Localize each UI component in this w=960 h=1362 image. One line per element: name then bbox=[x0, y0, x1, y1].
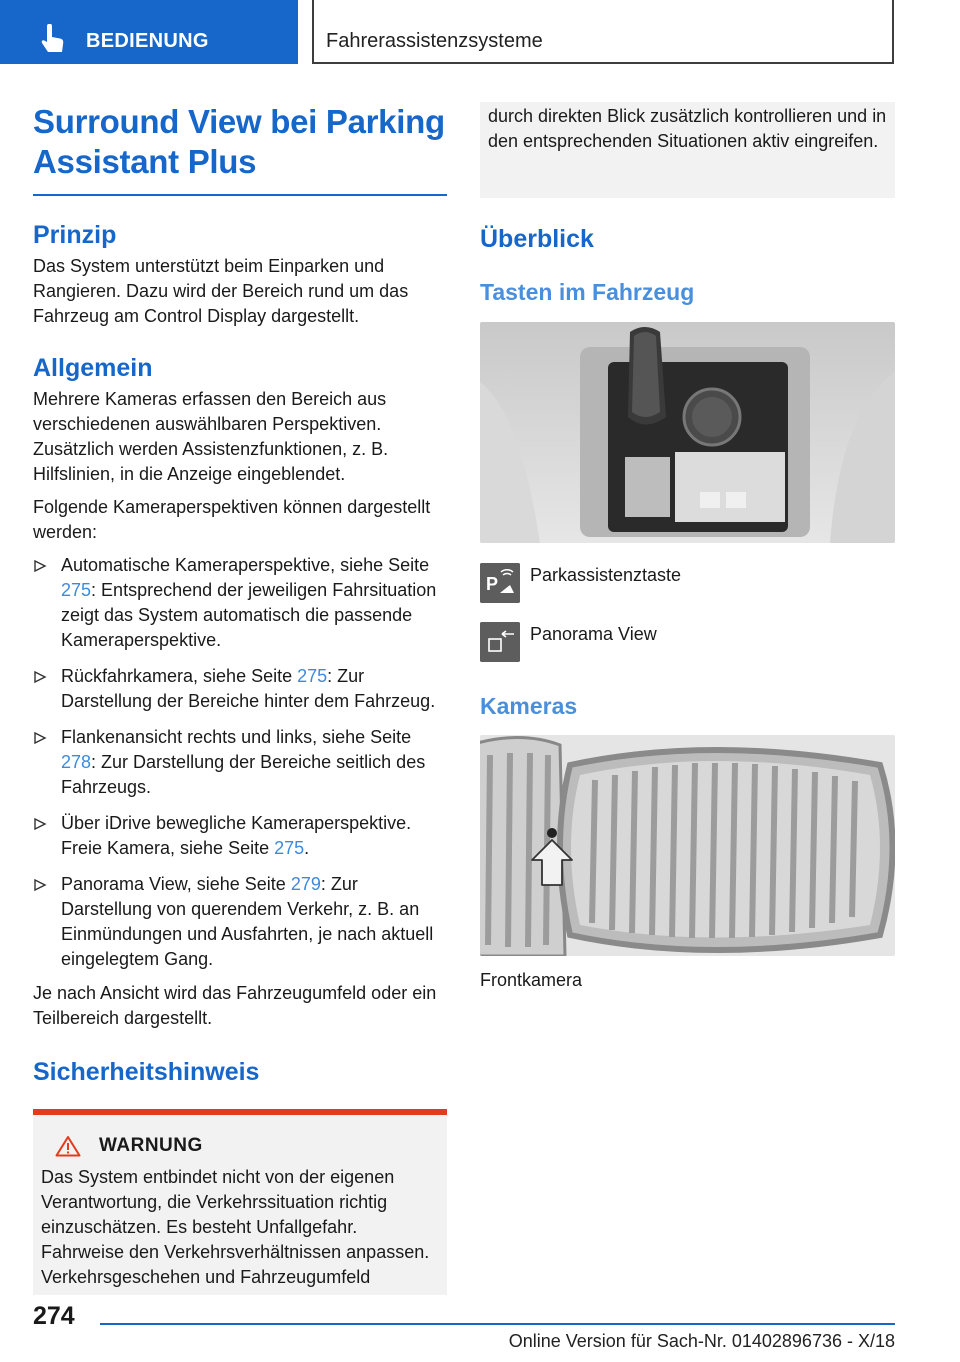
page-link[interactable]: 275 bbox=[61, 579, 92, 600]
page-number: 274 bbox=[33, 1302, 75, 1330]
list-item: Panorama View, siehe Seite 279: Zur Darstellung von querendem Verkehr, z. B. an Einmündungen und Ausfahrten, je nach aktuell eingelegtem Gang. bbox=[33, 872, 447, 972]
allgemein-text-1: Mehrere Kameras erfassen den Bereich aus verschiedenen auswählbaren Perspektiven. Zusätzlich werden Assistenzfunktionen, z. B. Hilfslinien, in die Anzeige eingeblendet. bbox=[33, 388, 389, 484]
heading-kameras: Kameras bbox=[480, 693, 578, 719]
heading-sicherheitshinweis: Sicherheitshinweis bbox=[33, 1057, 260, 1086]
hand-pointer-icon bbox=[40, 24, 66, 54]
panorama-view-button-icon[interactable] bbox=[480, 622, 520, 662]
right-column bbox=[480, 102, 895, 993]
warning-continuation bbox=[480, 102, 895, 198]
page-link[interactable]: 275 bbox=[297, 665, 328, 686]
section-label: Fahrerassistenzsysteme bbox=[326, 30, 543, 52]
page-title: Surround View bei Parking Assistant Plus bbox=[33, 103, 445, 180]
warning-header bbox=[55, 1135, 439, 1157]
button-label-parking: Parkassistenztaste bbox=[530, 565, 682, 585]
chapter-label: BEDIENUNG bbox=[86, 30, 209, 52]
list-item: Flankenansicht rechts und links, siehe Seite 278: Zur Darstellung der Bereiche seitlich des Fahrzeugs. bbox=[33, 725, 447, 800]
console-buttons-image bbox=[480, 322, 895, 543]
allgemein-text-2: Folgende Kameraperspektiven können dargestellt werden: bbox=[33, 496, 431, 542]
console-illustration bbox=[480, 322, 895, 543]
front-camera-image bbox=[480, 735, 895, 956]
svg-text:P: P bbox=[486, 574, 499, 594]
warning-triangle-icon bbox=[55, 1135, 81, 1157]
footer-online-version: Online Version für Sach-Nr. 01402896736 - X/18 bbox=[508, 1331, 895, 1351]
page-link[interactable]: 279 bbox=[290, 873, 321, 894]
warning-text: Das System entbindet nicht von der eigenen Verantwortung, die Verkehrssituation richtig einzuschätzen. Es besteht Unfallgefahr. Fahrweise den Verkehrsverhältnissen anpassen. Verkehrsgeschehen und Fahrzeugumfeld bbox=[41, 1166, 430, 1287]
button-label-panorama: Panorama View bbox=[530, 624, 657, 644]
camera-caption: Frontkamera bbox=[480, 970, 583, 990]
list-item: Automatische Kameraperspektive, siehe Seite 275: Entsprechend der jeweiligen Fahrsituation zeigt das System automatisch die passende Kameraperspektive. bbox=[33, 553, 447, 653]
title-rule bbox=[33, 194, 447, 196]
chapter-tab[interactable] bbox=[0, 0, 298, 64]
warning-box bbox=[33, 1109, 447, 1295]
heading-ueberblick: Überblick bbox=[480, 225, 594, 253]
heading-tasten: Tasten im Fahrzeug bbox=[480, 279, 695, 305]
section-header bbox=[312, 0, 894, 64]
warning-label: WARNUNG bbox=[99, 1134, 203, 1156]
left-column bbox=[33, 102, 447, 1295]
footer-rule bbox=[100, 1323, 895, 1325]
parking-assistant-button-icon[interactable] bbox=[480, 563, 520, 603]
triangle-bullet-icon bbox=[33, 670, 47, 684]
prinzip-text: Das System unterstützt beim Einparken und Rangieren. Dazu wird der Bereich rund um das Fahrzeug am Control Display dargestellt. bbox=[33, 255, 409, 326]
triangle-bullet-icon bbox=[33, 731, 47, 745]
triangle-bullet-icon bbox=[33, 817, 47, 831]
triangle-bullet-icon bbox=[33, 878, 47, 892]
warning-continuation-text: durch direkten Blick zusätzlich kontrollieren und in den entsprechenden Situationen aktiv eingreifen. bbox=[488, 106, 887, 151]
grille-illustration bbox=[480, 735, 895, 956]
perspective-list bbox=[33, 553, 447, 972]
button-row-panorama bbox=[480, 622, 895, 662]
heading-allgemein: Allgemein bbox=[33, 353, 153, 382]
page-link[interactable]: 278 bbox=[61, 751, 92, 772]
list-item: Über iDrive bewegliche Kameraperspektive. Freie Kamera, siehe Seite 275. bbox=[33, 811, 447, 861]
allgemein-text-3: Je nach Ansicht wird das Fahrzeugumfeld oder ein Teilbereich dargestellt. bbox=[33, 982, 437, 1028]
page-link[interactable]: 275 bbox=[274, 837, 305, 858]
button-row-parking bbox=[480, 563, 895, 603]
triangle-bullet-icon bbox=[33, 559, 47, 573]
heading-prinzip: Prinzip bbox=[33, 220, 117, 249]
list-item: Rückfahrkamera, siehe Seite 275: Zur Darstellung der Bereiche hinter dem Fahrzeug. bbox=[33, 664, 447, 714]
